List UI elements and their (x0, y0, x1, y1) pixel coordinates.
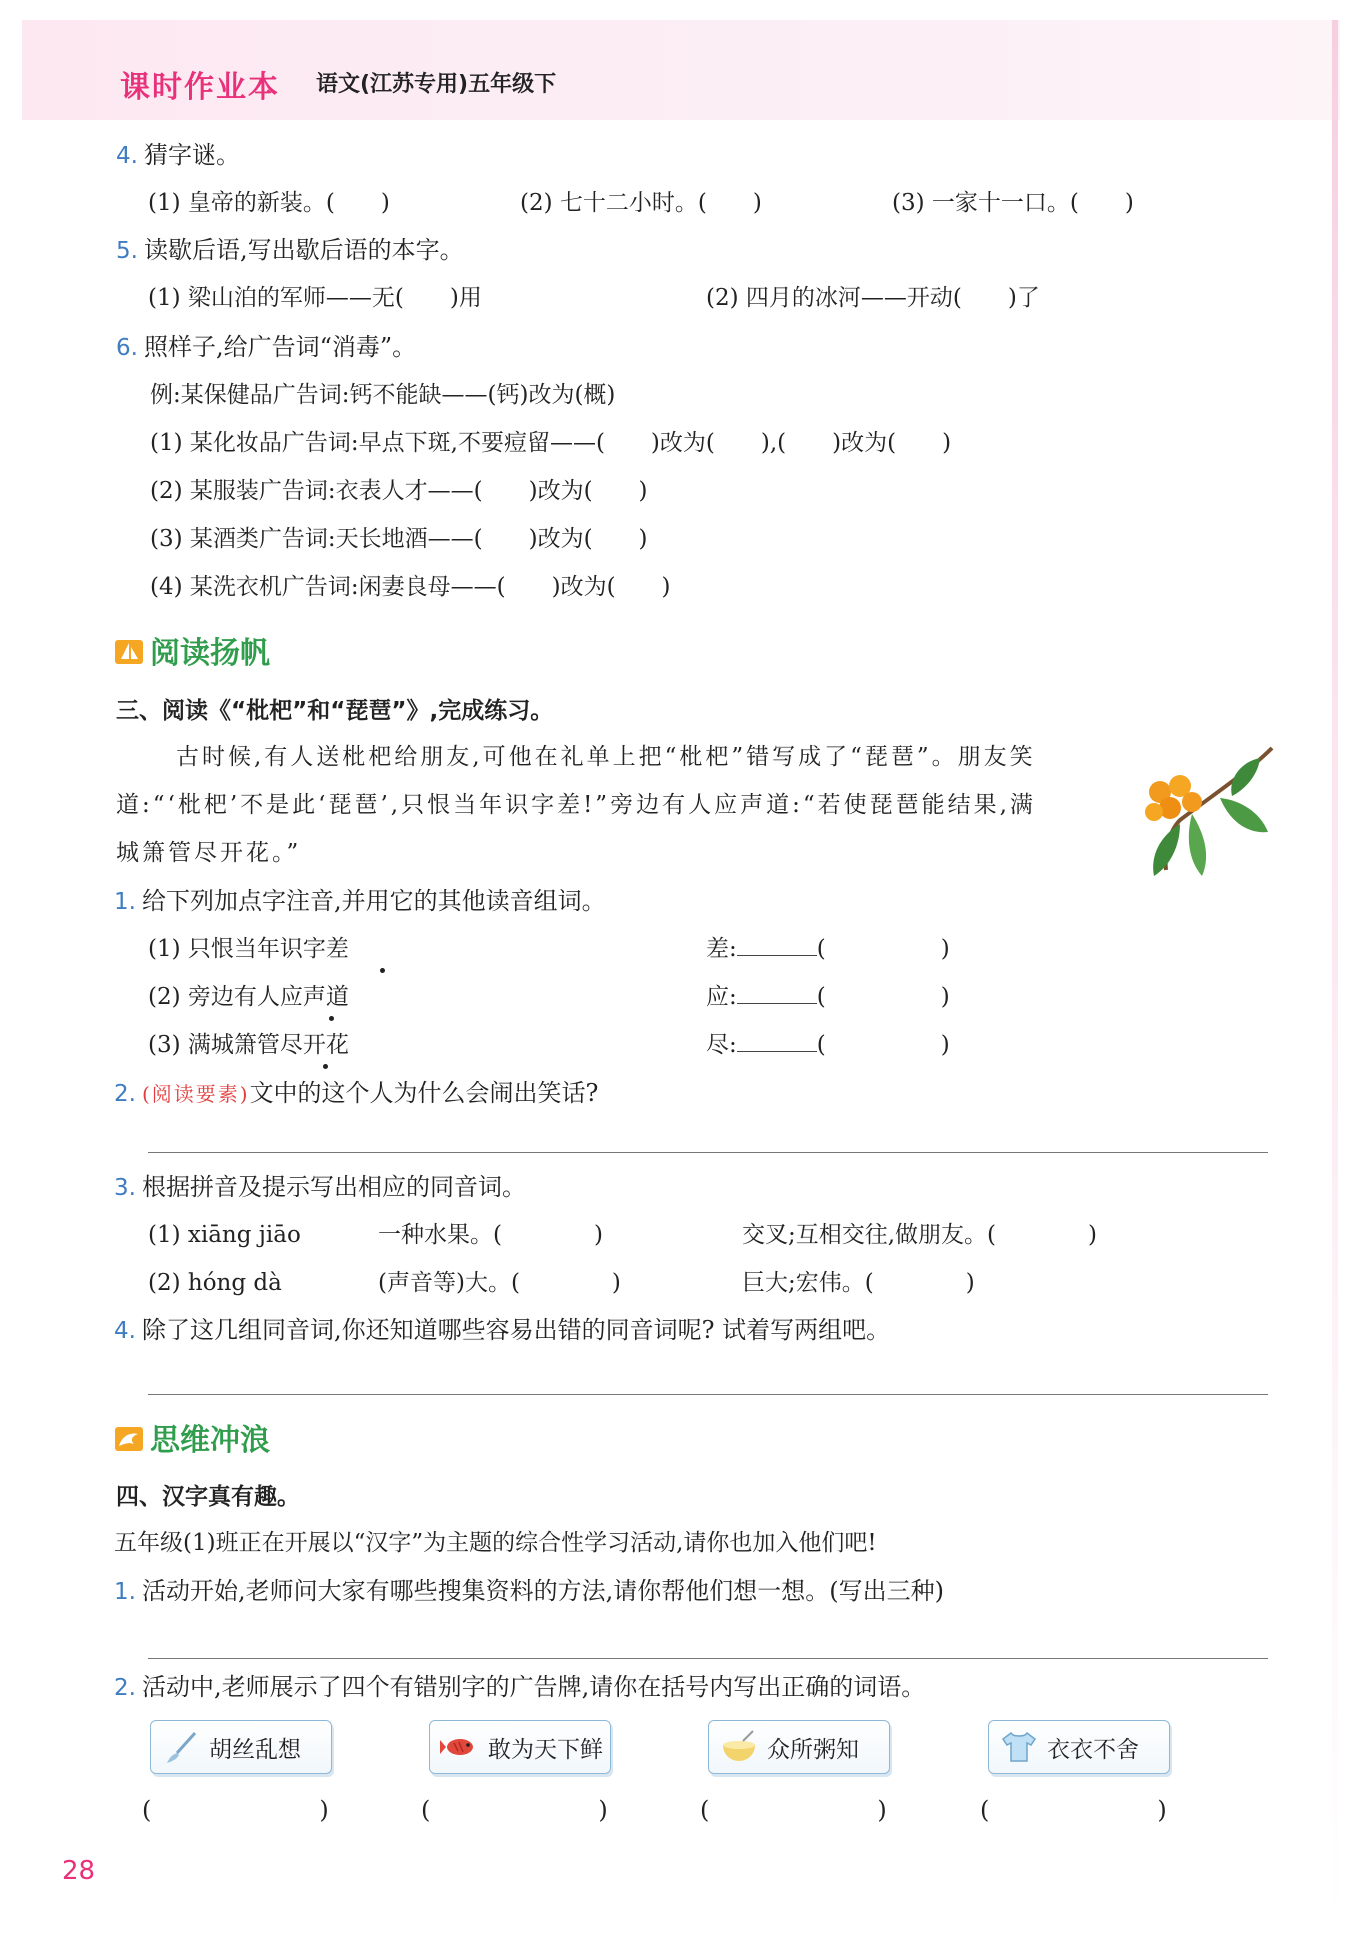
ad-item-2: (2) 某服装广告词:衣表人才——( )改为( ) (150, 478, 648, 504)
q6-example: 例:某保健品广告词:钙不能缺——(钙)改为(概) (150, 382, 616, 408)
p4-q2-title (114, 1670, 925, 1705)
q5-number: 5. (116, 238, 138, 264)
ad-sign-2-text: 敢为天下鲜 (488, 1736, 603, 1763)
part4-intro: 五年级(1)班正在开展以“汉字”为主题的综合性学习活动,请你也加入他们吧! (114, 1530, 877, 1556)
p3-q1-title (114, 884, 606, 919)
passage-line-3: 城箫管尽开花。” (116, 840, 302, 866)
passage-line-1: 古时候,有人送枇杷给朋友,可他在礼单上把“枇杷”错写成了“琵琶”。朋友笑 (176, 744, 1036, 770)
p3-q3-number: 3. (114, 1175, 136, 1201)
pinyin-row-1-label: (1) xiāng jiāo (148, 1222, 301, 1248)
section-thinking-title: 思维冲浪 (150, 1423, 270, 1458)
p4-q1-number: 1. (114, 1579, 136, 1605)
brand-title: 课时作业本 (120, 70, 280, 105)
section-reading-heading (114, 628, 270, 672)
p4-q2-number: 2. (114, 1675, 136, 1701)
emphasis-dot-1 (380, 968, 385, 973)
section-thinking-heading (114, 1415, 270, 1459)
ad-sign-3-text: 众所粥知 (767, 1736, 859, 1763)
p3-q4-text: 除了这几组同音词,你还知道哪些容易出错的同音词呢? 试着写两组吧。 (141, 1316, 891, 1344)
ad-sign-2 (429, 1720, 611, 1774)
pron-char-2-label: 应: (706, 984, 737, 1010)
ad-sign-1-text: 胡丝乱想 (209, 1736, 301, 1763)
pron-char-1 (706, 932, 950, 966)
ad-item-4: (4) 某洗衣机广告词:闲妻良母——( )改为( ) (150, 574, 671, 600)
pinyin-blank-2[interactable] (737, 982, 817, 1004)
p3-q2-title (114, 1076, 598, 1111)
part4-title: 四、汉字真有趣。 (116, 1484, 300, 1510)
pinyin-row-1-hint-a: 一种水果。( ) (378, 1222, 603, 1248)
page-number: 28 (62, 1856, 96, 1886)
pron-char-3-label: 尽: (706, 1032, 737, 1058)
pinyin-row-2-hint-b: 巨大;宏伟。( ) (742, 1270, 975, 1296)
q4-riddle-title (116, 138, 240, 173)
word-paren-2: ( ) (816, 984, 950, 1010)
word-paren-1: ( ) (816, 936, 950, 962)
passage-line-2: 道:“‘枇杷’不是此‘琵琶’,只恨当年识字差!”旁边有人应声道:“若使琵琶能结果,满 (116, 792, 1036, 818)
q5-text: 读歇后语,写出歇后语的本字。 (143, 236, 464, 264)
pinyin-blank-1[interactable] (737, 934, 817, 956)
q4-text: 猜字谜。 (143, 141, 240, 169)
loquat-branch-illustration (1140, 740, 1280, 880)
p3-q2-number: 2. (114, 1081, 136, 1107)
page-edge-rule (1332, 20, 1338, 1920)
p3-q4-number: 4. (114, 1318, 136, 1344)
answer-line-p3-q2[interactable] (148, 1152, 1268, 1153)
section-reading-title: 阅读扬帆 (150, 636, 270, 671)
book-sail-icon (114, 637, 144, 667)
p3-q4-title (114, 1313, 890, 1348)
emphasis-dot-2 (329, 1016, 334, 1021)
p3-q2-text: 文中的这个人为什么会闹出笑话? (249, 1079, 599, 1107)
ad-sign-3 (708, 1720, 890, 1774)
pinyin-row-1-hint-b: 交叉;互相交往,做朋友。( ) (742, 1222, 1098, 1248)
answer-line-p4-q1[interactable] (148, 1658, 1268, 1659)
pron-item-1: (1) 只恨当年识字差 (148, 936, 349, 962)
p4-q2-text: 活动中,老师展示了四个有错别字的广告牌,请你在括号内写出正确的词语。 (141, 1673, 926, 1701)
pron-char-1-label: 差: (706, 936, 737, 962)
ad-item-1: (1) 某化妆品广告词:早点下斑,不要痘留——( )改为( ),( )改为( ) (150, 430, 952, 456)
xiehouyu-item-2: (2) 四月的冰河——开动( )了 (706, 285, 1040, 311)
q5-title (116, 233, 464, 268)
sign-answer-paren-2[interactable]: ( ) (421, 1796, 608, 1824)
porridge-bowl-icon (719, 1727, 759, 1767)
subject-title: 语文(江苏专用)五年级下 (316, 72, 557, 97)
pinyin-blank-3[interactable] (737, 1030, 817, 1052)
ad-sign-4-text: 衣衣不舍 (1047, 1736, 1139, 1763)
pinyin-row-2-label: (2) hóng dà (148, 1270, 282, 1296)
q6-text: 照样子,给广告词“消毒”。 (143, 333, 417, 361)
ad-sign-1 (150, 1720, 332, 1774)
q6-number: 6. (116, 335, 138, 361)
ad-item-3: (3) 某酒类广告词:天长地酒——( )改为( ) (150, 526, 648, 552)
q4-number: 4. (116, 143, 138, 169)
sign-answer-paren-4[interactable]: ( ) (980, 1796, 1167, 1824)
pron-item-2: (2) 旁边有人应声道 (148, 984, 349, 1010)
p4-q1-text: 活动开始,老师问大家有哪些搜集资料的方法,请你帮他们想一想。(写出三种) (141, 1577, 944, 1605)
p3-q3-text: 根据拼音及提示写出相应的同音词。 (141, 1173, 526, 1201)
q6-title (116, 330, 416, 365)
riddle-item-2: (2) 七十二小时。( ) (520, 190, 762, 216)
sign-answer-paren-1[interactable]: ( ) (142, 1796, 329, 1824)
pron-char-2 (706, 980, 950, 1014)
pron-char-3 (706, 1028, 950, 1062)
p3-q3-title (114, 1170, 526, 1205)
emphasis-dot-3 (323, 1064, 328, 1069)
reading-element-tag: (阅读要素) (141, 1082, 250, 1106)
part3-title: 三、阅读《“枇杷”和“琵琶”》,完成练习。 (116, 698, 554, 724)
ad-sign-4 (988, 1720, 1170, 1774)
p4-q1-title (114, 1574, 944, 1609)
p3-q1-text: 给下列加点字注音,并用它的其他读音组词。 (141, 887, 606, 915)
pron-item-3: (3) 满城箫管尽开花 (148, 1032, 349, 1058)
pinyin-row-2-hint-a: (声音等)大。( ) (378, 1270, 621, 1296)
fish-icon (440, 1727, 480, 1767)
xiehouyu-item-1: (1) 梁山泊的军师——无( )用 (148, 285, 482, 311)
sign-answer-paren-3[interactable]: ( ) (700, 1796, 887, 1824)
riddle-item-3: (3) 一家十一口。( ) (892, 190, 1134, 216)
wave-icon (114, 1424, 144, 1454)
p3-q1-number: 1. (114, 889, 136, 915)
riddle-item-1: (1) 皇帝的新装。( ) (148, 190, 390, 216)
word-paren-3: ( ) (816, 1032, 950, 1058)
answer-line-p3-q4[interactable] (148, 1394, 1268, 1395)
shirt-icon (999, 1727, 1039, 1767)
brush-icon (161, 1727, 201, 1767)
